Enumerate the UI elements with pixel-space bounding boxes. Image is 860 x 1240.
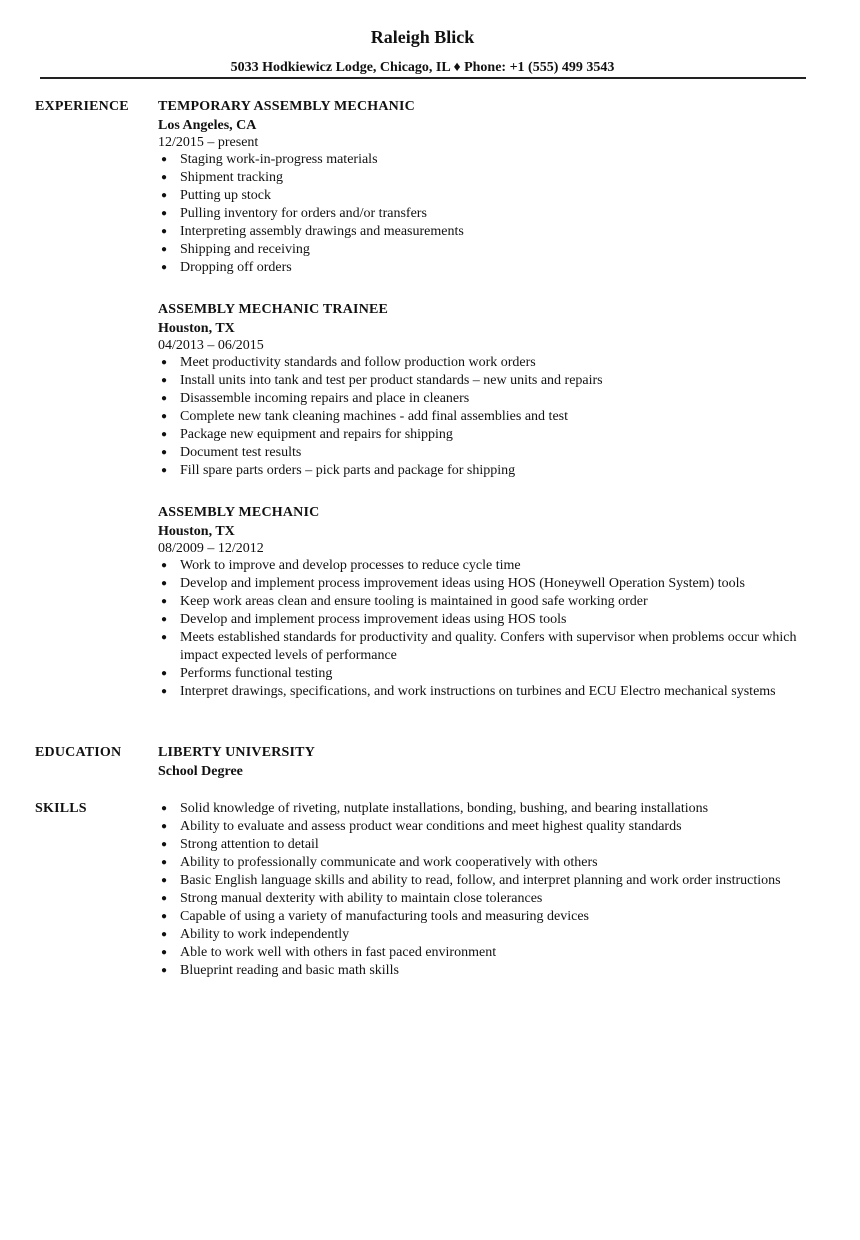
bullet-icon: ● [161, 839, 168, 850]
skill-text: Solid knowledge of riveting, nutplate installations, bonding, bushing, and bearing installations [180, 801, 709, 816]
education-entry [158, 744, 808, 781]
section-label-education: EDUCATION [35, 745, 122, 760]
header-divider [40, 77, 806, 79]
job-duties [158, 557, 808, 701]
bullet-icon: ● [161, 375, 168, 386]
bullet-icon: ● [161, 208, 168, 219]
bullet-icon: ● [161, 357, 168, 368]
contact-line: 5033 Hodkiewicz Lodge, Chicago, IL ♦ Phone: +1 (555) 499 3543 [230, 60, 615, 75]
bullet-icon: ● [161, 668, 168, 679]
job-dates: 04/2013 – 06/2015 [158, 338, 264, 353]
job-title: TEMPORARY ASSEMBLY MECHANIC [158, 99, 415, 114]
duty-text: Meet productivity standards and follow production work orders [180, 355, 536, 370]
duty-item [158, 557, 808, 575]
job-dates: 08/2009 – 12/2012 [158, 541, 264, 556]
bullet-icon: ● [161, 465, 168, 476]
bullet-icon: ● [161, 429, 168, 440]
bullet-icon: ● [161, 190, 168, 201]
bullet-icon: ● [161, 857, 168, 868]
bullet-icon: ● [161, 947, 168, 958]
duty-item [158, 665, 808, 683]
job-location: Houston, TX [158, 321, 235, 336]
duty-item [158, 611, 808, 629]
job-title: ASSEMBLY MECHANIC [158, 505, 320, 520]
duty-text: Interpreting assembly drawings and measurements [180, 224, 464, 239]
duty-item [158, 354, 808, 372]
bullet-icon: ● [161, 686, 168, 697]
duty-item [158, 593, 808, 611]
degree: School Degree [158, 764, 243, 779]
section-label-skills: SKILLS [35, 801, 87, 816]
skill-text: Strong attention to detail [180, 837, 319, 852]
duty-item [158, 575, 808, 593]
duty-text: Work to improve and develop processes to reduce cycle time [180, 558, 521, 573]
duty-item [158, 187, 808, 205]
job-duties [158, 151, 808, 277]
bullet-icon: ● [161, 411, 168, 422]
bullet-icon: ● [161, 596, 168, 607]
duty-text: Pulling inventory for orders and/or transfers [180, 206, 427, 221]
bullet-icon: ● [161, 893, 168, 904]
skill-text: Ability to work independently [180, 927, 350, 942]
bullet-icon: ● [161, 172, 168, 183]
skill-text: Ability to professionally communicate and work cooperatively with others [180, 855, 598, 870]
skill-text: Blueprint reading and basic math skills [180, 963, 399, 978]
duty-text: Putting up stock [180, 188, 272, 203]
duty-item [158, 444, 808, 462]
duty-text: Develop and implement process improvement ideas using HOS (Honeywell Operation System) tools [180, 576, 745, 591]
bullet-icon: ● [161, 875, 168, 886]
job-entry [158, 504, 808, 701]
job-entry [158, 301, 808, 480]
duty-text: Performs functional testing [180, 666, 333, 681]
skill-text: Strong manual dexterity with ability to maintain close tolerances [180, 891, 543, 906]
duty-item [158, 169, 808, 187]
job-dates: 12/2015 – present [158, 135, 259, 150]
bullet-icon: ● [161, 393, 168, 404]
skill-item [158, 854, 808, 872]
job-title: ASSEMBLY MECHANIC TRAINEE [158, 302, 389, 317]
skill-text: Basic English language skills and ability to read, follow, and interpret planning and work order instructions [180, 873, 781, 888]
duty-text: Develop and implement process improvement ideas using HOS tools [180, 612, 567, 627]
experience-list [158, 98, 808, 725]
bullet-icon: ● [161, 803, 168, 814]
bullet-icon: ● [161, 965, 168, 976]
bullet-icon: ● [161, 560, 168, 571]
skill-item [158, 818, 808, 836]
duty-item [158, 205, 808, 223]
bullet-icon: ● [161, 911, 168, 922]
skills-list [158, 800, 808, 980]
bullet-icon: ● [161, 244, 168, 255]
bullet-icon: ● [161, 929, 168, 940]
duty-item [158, 408, 808, 426]
duty-item [158, 683, 808, 701]
duty-text: Staging work-in-progress materials [180, 152, 378, 167]
skill-text: Able to work well with others in fast paced environment [180, 945, 497, 960]
duty-item [158, 629, 808, 665]
duty-item [158, 151, 808, 169]
bullet-icon: ● [161, 578, 168, 589]
duty-text: Meets established standards for productivity and quality. Confers with supervisor when problems occur which impact expected levels of performance [180, 630, 797, 663]
duty-text: Shipping and receiving [180, 242, 310, 257]
skill-item [158, 944, 808, 962]
duty-item [158, 241, 808, 259]
skill-item [158, 926, 808, 944]
duty-item [158, 426, 808, 444]
duty-item [158, 390, 808, 408]
skill-item [158, 800, 808, 818]
skill-item [158, 872, 808, 890]
job-entry [158, 98, 808, 277]
skill-item [158, 962, 808, 980]
skill-text: Ability to evaluate and assess product wear conditions and meet highest quality standards [180, 819, 682, 834]
duty-text: Package new equipment and repairs for shipping [180, 427, 453, 442]
skills-list-wrap [158, 800, 808, 980]
skill-item [158, 908, 808, 926]
section-label-experience: EXPERIENCE [35, 99, 129, 114]
job-location: Houston, TX [158, 524, 235, 539]
duty-text: Fill spare parts orders – pick parts and package for shipping [180, 463, 516, 478]
duty-text: Complete new tank cleaning machines - add final assemblies and test [180, 409, 568, 424]
bullet-icon: ● [161, 632, 168, 643]
job-location: Los Angeles, CA [158, 118, 257, 133]
duty-text: Disassemble incoming repairs and place in cleaners [180, 391, 470, 406]
duty-item [158, 372, 808, 390]
duty-text: Interpret drawings, specifications, and work instructions on turbines and ECU Electro mechanical systems [180, 684, 776, 699]
duty-item [158, 462, 808, 480]
duty-text: Dropping off orders [180, 260, 292, 275]
duty-item [158, 223, 808, 241]
school-name: LIBERTY UNIVERSITY [158, 745, 316, 760]
skill-item [158, 836, 808, 854]
skill-text: Capable of using a variety of manufacturing tools and measuring devices [180, 909, 589, 924]
bullet-icon: ● [161, 614, 168, 625]
job-duties [158, 354, 808, 480]
bullet-icon: ● [161, 154, 168, 165]
bullet-icon: ● [161, 226, 168, 237]
duty-text: Document test results [180, 445, 302, 460]
skill-item [158, 890, 808, 908]
duty-text: Keep work areas clean and ensure tooling is maintained in good safe working order [180, 594, 648, 609]
candidate-name: Raleigh Blick [370, 27, 475, 47]
bullet-icon: ● [161, 821, 168, 832]
duty-text: Shipment tracking [180, 170, 284, 185]
bullet-icon: ● [161, 447, 168, 458]
duty-text: Install units into tank and test per product standards – new units and repairs [180, 373, 603, 388]
duty-item [158, 259, 808, 277]
bullet-icon: ● [161, 262, 168, 273]
